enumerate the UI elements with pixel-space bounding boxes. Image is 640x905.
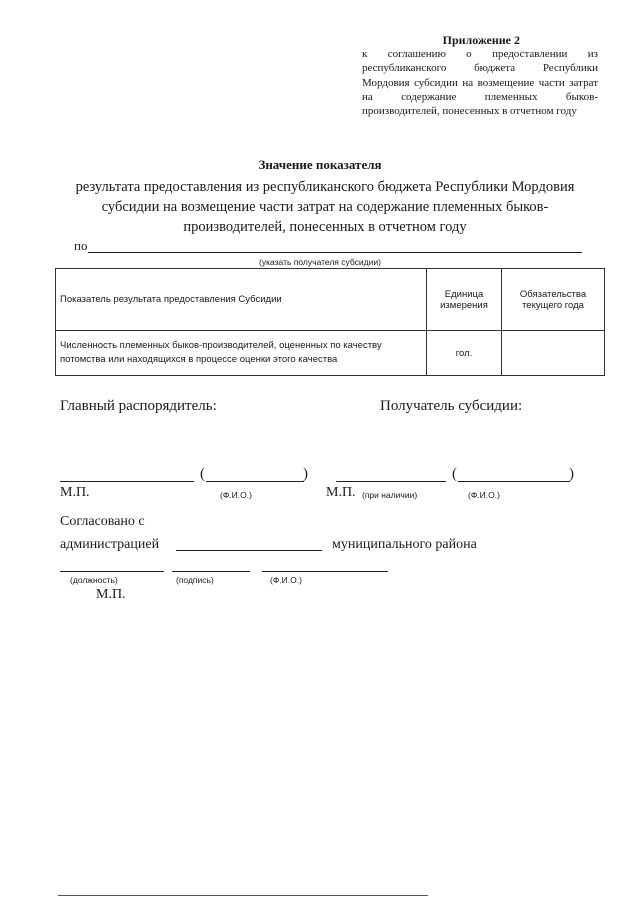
document-subtitle: результата предоставления из республиканского бюджета Республики Мордовия субсидии на возмещение части затрат на содержание племенных быков-производителей, понесенных в отчетном году — [75, 179, 575, 235]
position-hint: (должность) — [70, 575, 118, 585]
agreed-with-text: Согласовано с — [60, 514, 145, 529]
table-cell-unit: гол. — [427, 331, 502, 376]
recipient-fio-close-paren: ) — [569, 466, 574, 482]
district-name-line — [176, 550, 322, 551]
recipient-line — [88, 252, 582, 253]
recipient-signature-line — [336, 481, 446, 482]
table-cell-obligations — [502, 331, 605, 376]
recipient-mp: М.П. — [326, 485, 356, 500]
recipient-if-present-hint: (при наличии) — [362, 490, 418, 500]
table-cell-indicator: Численность племенных быков-производителей, оцененных по качеству потомства или находящихся в процессе оценки этого качества — [56, 331, 427, 376]
table-header-row — [56, 269, 605, 331]
po-label: по — [74, 238, 88, 253]
approval-mp: М.П. — [96, 587, 126, 602]
appendix-title: Приложение 2 — [442, 33, 520, 47]
manager-mp: М.П. — [60, 485, 90, 500]
main-manager-heading: Главный распорядитель: — [60, 398, 217, 414]
table-row — [56, 331, 605, 376]
manager-fio-open-paren: ( — [200, 466, 205, 482]
recipient-hint: (указать получателя субсидии) — [259, 257, 381, 267]
recipient-fio-line — [458, 481, 570, 482]
recipient-fio-open-paren: ( — [452, 466, 457, 482]
manager-signature-line — [60, 481, 194, 482]
indicators-table — [55, 268, 605, 376]
approval-fio-line — [262, 571, 388, 572]
table-header-indicator: Показатель результата предоставления Субсидии — [56, 269, 427, 331]
administration-text: администрацией — [60, 537, 160, 552]
bottom-rule — [58, 895, 428, 896]
document-title: Значение показателя — [258, 157, 382, 172]
signature-hint: (подпись) — [176, 575, 214, 585]
table-header-obligations: Обязательства текущего года — [502, 269, 605, 331]
district-text: муниципального района — [332, 537, 477, 552]
table-header-unit: Единица измерения — [427, 269, 502, 331]
position-line — [60, 571, 164, 572]
recipient-heading: Получатель субсидии: — [380, 398, 523, 414]
manager-fio-line — [206, 481, 304, 482]
appendix-text: к соглашению о предоставлении из республиканского бюджета Республики Мордовия субсидии на возмещение части затрат на содержание племенных быков-производителей, понесенных в отчетном году — [362, 48, 598, 118]
manager-fio-close-paren: ) — [303, 466, 308, 482]
approval-fio-hint: (Ф.И.О.) — [270, 575, 302, 585]
manager-fio-hint: (Ф.И.О.) — [220, 490, 252, 500]
signature-line — [172, 571, 250, 572]
recipient-fio-hint: (Ф.И.О.) — [468, 490, 500, 500]
